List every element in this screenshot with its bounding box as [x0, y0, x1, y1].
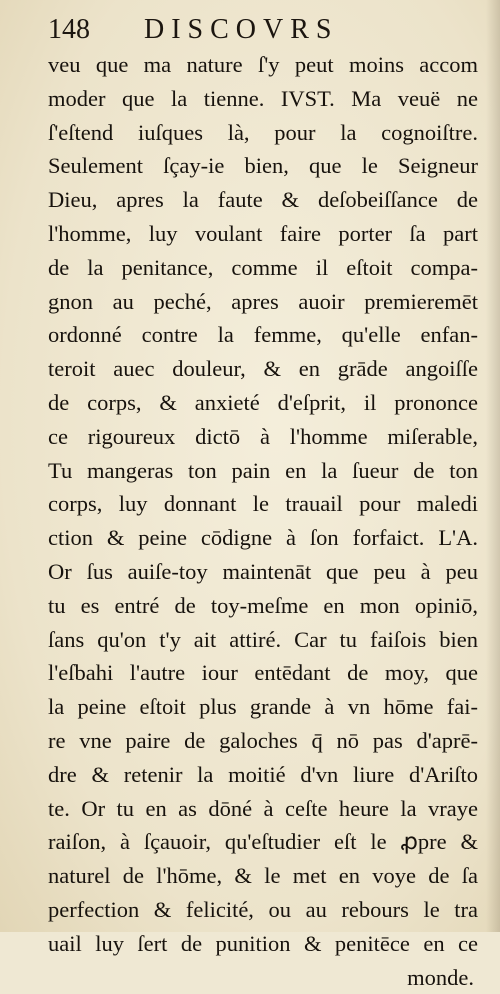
text-line: ce rigoureux dictō à l'homme miſerable, — [48, 423, 478, 449]
text-line: ſans qu'on t'y ait attiré. Car tu faiſois bien — [48, 626, 478, 652]
final-text-line: monde. — [407, 964, 474, 990]
text-line: Dieu, apres la faute & deſobeiſſance de — [48, 187, 478, 213]
text-line: ſ'eſtend iuſques là, pour la cognoiſtre. — [48, 119, 478, 145]
text-line: la peine eſtoit plus grande à vn hōme fai- — [48, 694, 478, 720]
text-line: Tu mangeras ton pain en la ſueur de ton — [48, 457, 478, 483]
text-line: dre & retenir la moitié d'vn liure d'Ariſto — [48, 761, 478, 787]
text-line: ordonné contre la femme, qu'elle enfan- — [48, 322, 478, 348]
text-line: Seulement ſçay-ie bien, que le Seigneur — [48, 153, 478, 179]
page-header — [48, 10, 468, 50]
page-number: 148 — [48, 14, 90, 45]
text-line: veu que ma nature ſ'y peut moins accom — [48, 52, 478, 77]
page-edge-shadow — [486, 0, 500, 932]
text-line: naturel de l'hōme, & le met en voye de ſa — [48, 863, 478, 889]
text-line: l'homme, luy voulant faire porter ſa part — [48, 220, 478, 246]
text-line: te. Or tu en as dōné à ceſte heure la vraye — [48, 795, 478, 821]
text-line: Or ſus auiſe-toy maintenāt que peu à peu — [48, 558, 478, 584]
text-line: corps, luy donnant le trauail pour maledi — [48, 491, 478, 517]
text-line: re vne paire de galoches q̄ nō pas d'aprē- — [48, 727, 478, 753]
text-line: l'eſbahi l'autre iour entēdant de moy, que — [48, 660, 478, 686]
running-head: DISCOVRS — [144, 14, 339, 45]
body-text — [48, 48, 478, 994]
text-line: de corps, & anxieté d'eſprit, il prononce — [48, 389, 478, 415]
text-line: ction & peine cōdigne à ſon forfaict. L'A. — [48, 525, 478, 551]
text-line: gnon au peché, apres auoir premieremēt — [48, 288, 478, 314]
text-line: de la penitance, comme il eſtoit compa- — [48, 254, 478, 280]
text-line: raiſon, à ſçauoir, qu'eſtudier eſt le ꝓpre & — [48, 829, 478, 855]
text-line: uail luy ſert de punition & penitēce en ce — [48, 930, 478, 956]
text-line: teroit auec douleur, & en grāde angoiſſe — [48, 356, 478, 382]
text-line: tu es entré de toy-meſme en mon opiniō, — [48, 592, 478, 618]
text-line: moder que la tienne. IVST. Ma veuë ne — [48, 85, 478, 111]
text-line: perfection & felicité, ou au rebours le tra — [48, 896, 478, 922]
